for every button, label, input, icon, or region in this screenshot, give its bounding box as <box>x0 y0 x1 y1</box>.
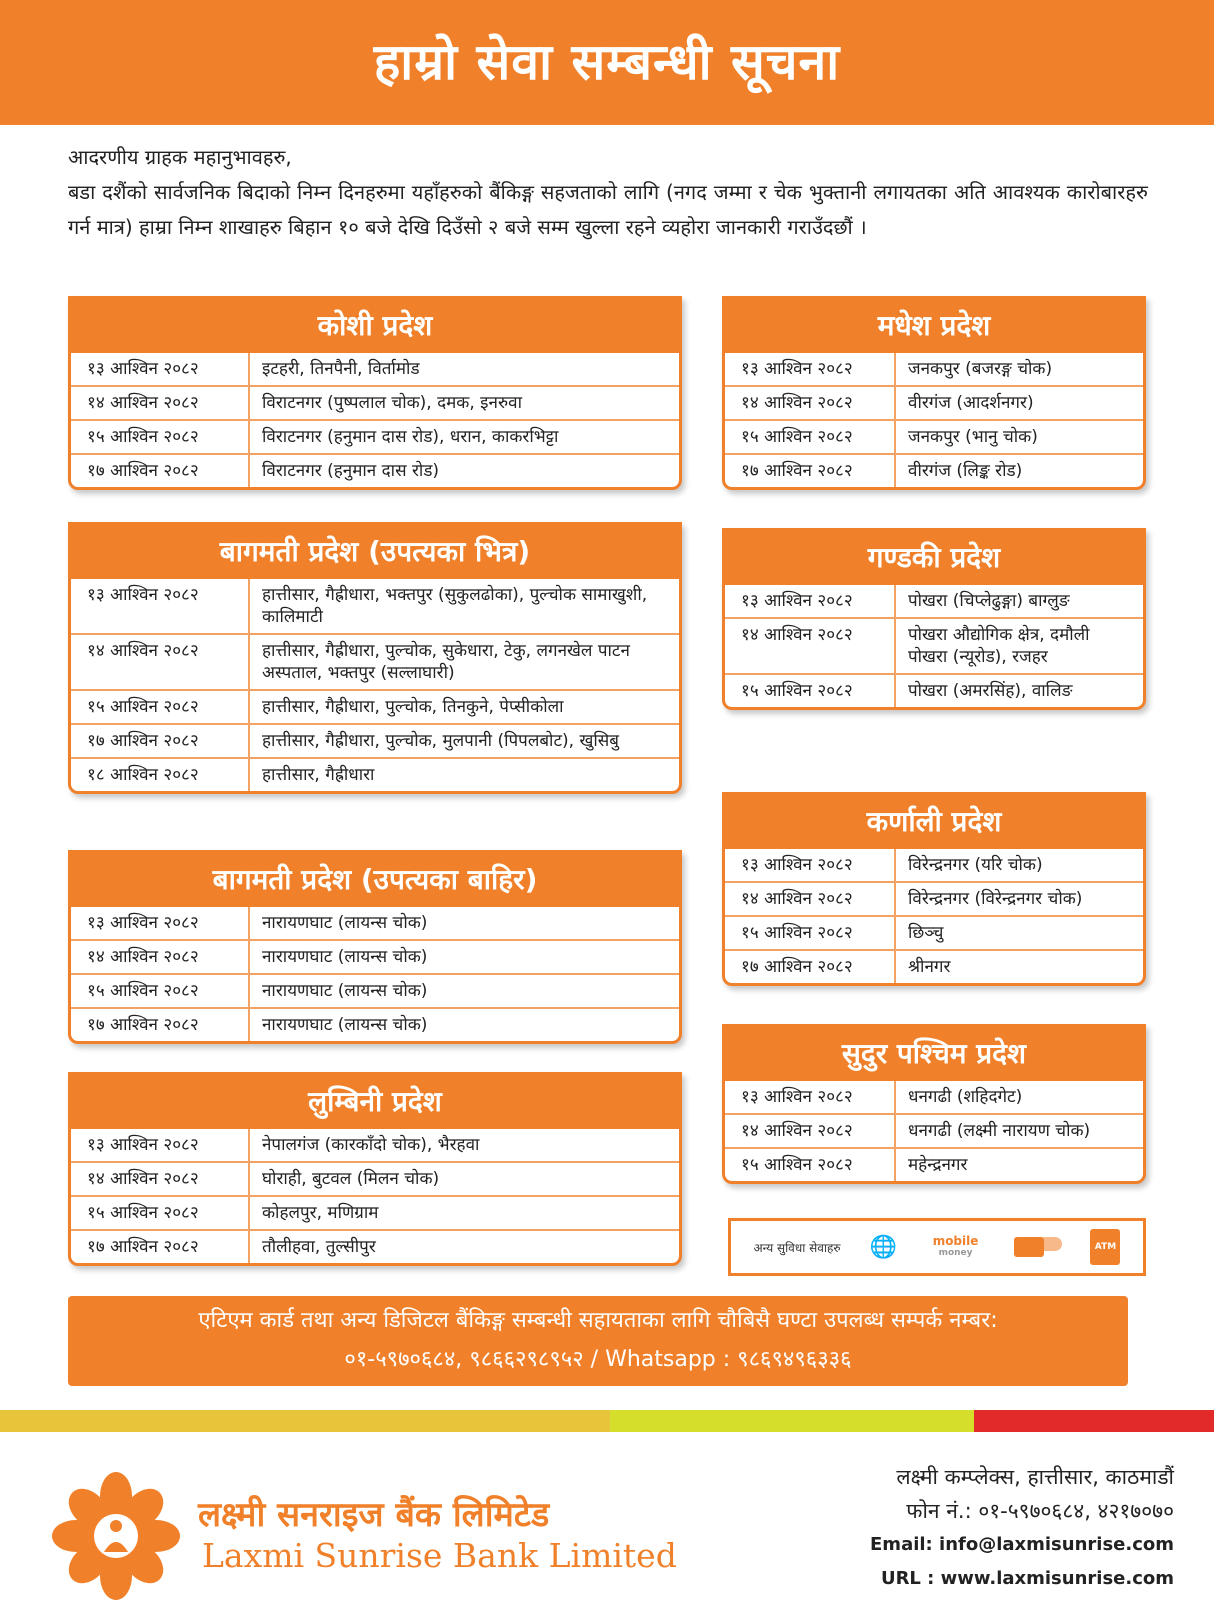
schedule-table <box>725 1081 1143 1181</box>
province-title: गण्डकी प्रदेश <box>725 531 1143 585</box>
table-row <box>71 1008 679 1041</box>
province-title: कर्णाली प्रदेश <box>725 795 1143 849</box>
salutation: आदरणीय ग्राहक महानुभावहरु, <box>68 145 292 169</box>
branches-cell: नारायणघाट (लायन्स चोक) <box>262 1015 428 1035</box>
date-cell: १३ आश्विन २०८२ <box>725 585 895 618</box>
branches-cell: विरेन्द्रनगर (यरि चोक) <box>895 849 1143 882</box>
schedule-table <box>71 907 679 1041</box>
branches-cell: नारायणघाट (लायन्स चोक) <box>249 907 679 940</box>
branches-cell: घोराही, बुटवल (मिलन चोक) <box>249 1162 679 1196</box>
table-row <box>71 454 679 487</box>
schedule-table <box>71 353 679 487</box>
branches-cell: हात्तीसार, गैह्रीधारा <box>262 765 375 785</box>
table-row <box>71 1162 679 1196</box>
bank-phone: फोन नं.: ०१-५९७०६८४, ४२१७०७० <box>906 1499 1174 1523</box>
branches-cell: हात्तीसार, गैह्रीधारा, पुल्चोक, तिनकुने, पेप्सीकोला <box>249 690 679 724</box>
province-title: मधेश प्रदेश <box>725 299 1143 353</box>
table-row <box>71 386 679 420</box>
date-cell: १३ आश्विन २०८२ <box>725 353 895 386</box>
date-cell: १७ आश्विन २०८२ <box>71 724 249 758</box>
table-row <box>725 1081 1143 1114</box>
table-row <box>725 585 1143 618</box>
table-row <box>725 454 1143 487</box>
table-row <box>725 916 1143 950</box>
bank-url[interactable]: URL : www.laxmisunrise.com <box>880 1568 1174 1589</box>
stripe-lime <box>610 1410 974 1432</box>
date-cell: १३ आश्विन २०८२ <box>725 849 895 882</box>
province-card-gandaki <box>722 528 1146 710</box>
branches-cell: जनकपुर (बजरङ्ग चोक) <box>895 353 1143 386</box>
table-row <box>725 882 1143 916</box>
branches-cell: विराटनगर (हनुमान दास रोड) <box>262 461 440 481</box>
branches-cell: छिञ्चु <box>895 916 1143 950</box>
globe-icon: 🌐 <box>869 1234 898 1260</box>
date-cell: १७ आश्विन २०८२ <box>71 1008 249 1041</box>
date-cell: १३ आश्विन २०८२ <box>71 1129 249 1162</box>
branches-cell: वीरगंज (आदर्शनगर) <box>895 386 1143 420</box>
province-card-karnali <box>722 792 1146 986</box>
date-cell: १५ आश्विन २०८२ <box>725 916 895 950</box>
branches-cell: श्रीनगर <box>908 957 951 977</box>
bank-address: लक्ष्मी कम्प्लेक्स, हात्तीसार, काठमाडौं <box>896 1465 1174 1489</box>
mobile-money-text: mobile <box>932 1234 979 1248</box>
intro-body: बडा दशैंको सार्वजनिक बिदाको निम्न दिनहरुमा यहाँहरुको बैंकिङ्ग सहजताको लागि (नगद जम्मा र चेक भुक्तानी लगायतका अति आवश्यक कारोबारहरु गर्न मात्र) हाम्रा निम्न शाखाहरु बिहान १० बजे देखि दिउँसो २ बजे सम्म खुल्ला रहने व्यहोरा जानकारी गराउँदछौं । <box>68 180 1148 239</box>
table-row <box>71 974 679 1008</box>
province-title: सुदुर पश्चिम प्रदेश <box>725 1027 1143 1081</box>
schedule-table <box>725 353 1143 487</box>
date-cell: १८ आश्विन २०८२ <box>71 758 249 791</box>
table-row <box>725 1148 1143 1181</box>
table-row <box>725 618 1143 674</box>
branches-cell: महेन्द्रनगर <box>908 1155 968 1175</box>
table-row <box>725 674 1143 707</box>
province-title: बागमती प्रदेश (उपत्यका बाहिर) <box>71 853 679 907</box>
date-cell: १३ आश्विन २०८२ <box>71 579 249 634</box>
support-contact-banner <box>68 1296 1128 1386</box>
footer <box>0 1432 1214 1600</box>
table-row <box>71 940 679 974</box>
branches-cell: हात्तीसार, गैह्रीधारा, पुल्चोक, मुलपानी (पिपलबोट), खुसिबु <box>249 724 679 758</box>
branches-cell: पोखरा औद्योगिक क्षेत्र, दमौली पोखरा (न्यूरोड), रजहर <box>895 618 1143 674</box>
branches-cell: धनगढी (लक्ष्मी नारायण चोक) <box>895 1114 1143 1148</box>
date-cell: १५ आश्विन २०८२ <box>725 420 895 454</box>
branches-cell: विरेन्द्रनगर (विरेन्द्रनगर चोक) <box>895 882 1143 916</box>
table-row <box>71 353 679 386</box>
table-row <box>71 1129 679 1162</box>
province-card-madhesh <box>722 296 1146 490</box>
other-services-box <box>728 1218 1146 1276</box>
stripe-red <box>974 1410 1214 1432</box>
services-label: अन्य सुविधा सेवाहरु <box>753 1240 841 1255</box>
date-cell: १४ आश्विन २०८२ <box>71 1162 249 1196</box>
support-text: एटिएम कार्ड तथा अन्य डिजिटल बैंकिङ्ग सम्बन्धी सहायताका लागि चौबिसै घण्टा उपलब्ध सम्पर्क नम्बर: <box>198 1308 998 1333</box>
schedule-table <box>725 849 1143 983</box>
branches-cell: नारायणघाट (लायन्स चोक) <box>249 974 679 1008</box>
date-cell: १५ आश्विन २०८२ <box>71 974 249 1008</box>
bank-name-nepali: लक्ष्मी सनराइज बैंक लिमिटेड <box>198 1495 550 1535</box>
date-cell: १४ आश्विन २०८२ <box>725 386 895 420</box>
bank-contact-info <box>870 1460 1174 1596</box>
date-cell: १४ आश्विन २०८२ <box>725 618 895 674</box>
date-cell: १३ आश्विन २०८२ <box>71 353 249 386</box>
branches-cell: नारायणघाट (लायन्स चोक) <box>249 940 679 974</box>
table-row <box>725 420 1143 454</box>
branches-cell: विराटनगर (पुष्पलाल चोक), दमक, इनरुवा <box>249 386 679 420</box>
branches-cell: हात्तीसार, गैह्रीधारा, भक्तपुर (सुकुलढोका), पुल्चोक सामाखुशी, कालिमाटी <box>249 579 679 634</box>
table-row <box>725 386 1143 420</box>
province-card-bagmati-in <box>68 522 682 794</box>
branches-cell: तौलीहवा, तुल्सीपुर <box>262 1237 376 1257</box>
table-row <box>725 849 1143 882</box>
intro-text <box>68 140 1148 245</box>
mobile-money-subtext: money <box>938 1248 973 1258</box>
branches-cell: विराटनगर (हनुमान दास रोड), धरान, काकरभिट्टा <box>249 420 679 454</box>
table-row <box>71 1196 679 1230</box>
province-title: बागमती प्रदेश (उपत्यका भित्र) <box>71 525 679 579</box>
province-card-lumbini <box>68 1072 682 1266</box>
table-row <box>71 758 679 791</box>
date-cell: १४ आश्विन २०८२ <box>725 882 895 916</box>
schedule-table <box>725 585 1143 707</box>
branches-cell: हात्तीसार, गैह्रीधारा, पुल्चोक, सुकेधारा, टेकु, लगनखेल पाटन अस्पताल, भक्तपुर (सल्लाघारी) <box>249 634 679 690</box>
date-cell: १७ आश्विन २०८२ <box>71 1230 249 1263</box>
card-payment-icon <box>1010 1233 1066 1261</box>
bank-email[interactable]: Email: info@laxmisunrise.com <box>870 1534 1174 1555</box>
date-cell: १४ आश्विन २०८२ <box>71 940 249 974</box>
table-row <box>71 690 679 724</box>
branches-cell: वीरगंज (लिङ्क रोड) <box>908 461 1023 481</box>
table-row <box>71 907 679 940</box>
notice-header <box>0 0 1214 125</box>
support-numbers: ०१-५९७०६८४, ९८६६२९८९५२ / Whatsapp : ९८६९४९६३३६ <box>344 1347 852 1372</box>
branches-cell: इटहरी, तिनपैनी, विर्तामोड <box>249 353 679 386</box>
date-cell: १५ आश्विन २०८२ <box>71 420 249 454</box>
stripe-yellow <box>0 1410 610 1432</box>
table-row <box>725 950 1143 983</box>
mobile-money-icon <box>927 1230 985 1264</box>
atm-icon: ATM <box>1090 1229 1120 1265</box>
bank-logo-icon <box>52 1472 180 1600</box>
table-row <box>71 1230 679 1263</box>
schedule-table <box>71 579 679 791</box>
date-cell: १५ आश्विन २०८२ <box>71 1196 249 1230</box>
branches-cell: कोहलपुर, मणिग्राम <box>249 1196 679 1230</box>
province-title: कोशी प्रदेश <box>71 299 679 353</box>
date-cell: १५ आश्विन २०८२ <box>725 674 895 707</box>
bank-name-english: Laxmi Sunrise Bank Limited <box>202 1536 677 1575</box>
date-cell: १३ आश्विन २०८२ <box>71 907 249 940</box>
table-row <box>71 579 679 634</box>
date-cell: १५ आश्विन २०८२ <box>725 1148 895 1181</box>
table-row <box>725 1114 1143 1148</box>
province-card-koshi <box>68 296 682 490</box>
date-cell: १४ आश्विन २०८२ <box>71 386 249 420</box>
province-card-sudur <box>722 1024 1146 1184</box>
table-row <box>71 420 679 454</box>
province-title: लुम्बिनी प्रदेश <box>71 1075 679 1129</box>
branches-cell: नेपालगंज (कारकाँदो चोक), भैरहवा <box>249 1129 679 1162</box>
table-row <box>71 724 679 758</box>
date-cell: १४ आश्विन २०८२ <box>725 1114 895 1148</box>
date-cell: १७ आश्विन २०८२ <box>71 454 249 487</box>
table-row <box>725 353 1143 386</box>
date-cell: १४ आश्विन २०८२ <box>71 634 249 690</box>
province-card-bagmati-out <box>68 850 682 1044</box>
schedule-table <box>71 1129 679 1263</box>
date-cell: १५ आश्विन २०८२ <box>71 690 249 724</box>
branches-cell: धनगढी (शहिदगेट) <box>895 1081 1143 1114</box>
branches-cell: पोखरा (चिप्लेढुङ्गा) बाग्लुङ <box>895 585 1143 618</box>
page-title: हाम्रो सेवा सम्बन्धी सूचना <box>373 33 841 91</box>
date-cell: १७ आश्विन २०८२ <box>725 454 895 487</box>
date-cell: १३ आश्विन २०८२ <box>725 1081 895 1114</box>
branches-cell: पोखरा (अमरसिंह), वालिङ <box>908 681 1073 701</box>
table-row <box>71 634 679 690</box>
branches-cell: जनकपुर (भानु चोक) <box>895 420 1143 454</box>
date-cell: १७ आश्विन २०८२ <box>725 950 895 983</box>
